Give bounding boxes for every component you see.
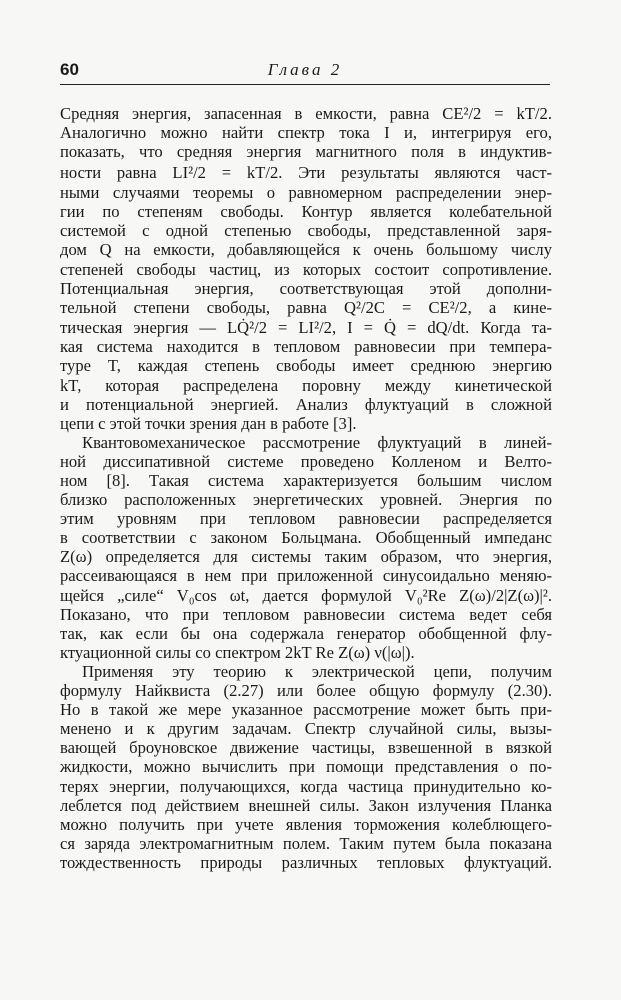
text-line: и потенциальной энергией. Анализ флуктуаций в сложной: [60, 394, 552, 414]
text-line: Z(ω) определяется для системы таким образом, что энергия,: [60, 547, 552, 567]
text-line: близко расположенных энергетических уровней. Энергия по: [60, 490, 552, 510]
text-line: ности равна LI²/2 = kT/2. Эти результаты являются част-: [60, 162, 552, 182]
text-line: Потенциальная энергия, соответствующая этой дополни-: [60, 278, 552, 298]
text-line: Применяя эту теорию к электрической цепи, получим: [82, 661, 552, 681]
text-line: ктуационной силы со спектром 2kT Re Z(ω) ν(|ω|).: [60, 642, 415, 662]
text-line: туре T, каждая степень свободы имеет среднюю энергию: [60, 356, 552, 376]
body-text: [60, 104, 552, 872]
text-line: тельной степени свободы, равна Q²/2C = CE²/2, а кине-: [60, 297, 552, 317]
text-line: тическая энергия — LQ̇²/2 = LI²/2, I = Q̇ = dQ/dt. Когда та-: [60, 318, 552, 338]
text-line: вающей броуновское движение частицы, взвешенной в вязкой: [60, 738, 552, 758]
text-line: терях энергии, получающихся, когда частица принудительно ко-: [60, 776, 552, 796]
text-line: ся заряда электромагнитным полем. Таким путем была показана: [60, 833, 552, 853]
text-line: можно получить при учете явления торможения колеблющего-: [60, 814, 552, 834]
text-line: этим уровням при тепловом равновесии распределяется: [60, 509, 552, 529]
text-line: жидкости, можно вычислить при помощи представления о по-: [60, 757, 552, 777]
text-line: Но в такой же мере указанное рассмотрение может быть при-: [60, 700, 552, 720]
text-line: Аналогично можно найти спектр тока I и, интегрируя его,: [60, 123, 552, 143]
text-line: ной диссипативной системе проведено Колленом и Велто-: [60, 451, 552, 471]
text-line: леблется под действием внешней силы. Закон излучения Планка: [60, 795, 552, 815]
text-line: рассеивающаяся в нем при приложенной синусоидально меняю-: [60, 566, 552, 586]
text-line: в соответствии с законом Больцмана. Обобщенный импеданс: [60, 528, 552, 548]
text-line: ном [8]. Такая система характеризуется большим числом: [60, 471, 552, 490]
chapter-title: Глава 2: [267, 60, 343, 79]
text-line: системой с одной степенью свободы, представленной заря-: [60, 221, 552, 241]
text-line: цепи с этой точки зрения дан в работе [3].: [60, 413, 357, 433]
page-header: [60, 60, 550, 84]
text-line: показать, что средняя энергия магнитного поля в индуктив-: [60, 142, 552, 162]
text-line: Показано, что при тепловом равновесии система ведет себя: [60, 604, 552, 624]
text-line: степеней свободы частиц, из которых состоит сопротивление.: [60, 259, 552, 279]
text-line: формулу Найквиста (2.27) или более общую формулу (2.30).: [60, 681, 552, 701]
text-line: Средняя энергия, запасенная в емкости, равна CE²/2 = kT/2.: [60, 104, 552, 123]
text-line: щейся „силе“ V₀cos ωt, дается формулой V₀²Re Z(ω)/2|Z(ω)|².: [60, 585, 552, 605]
text-line: гии по степеням свободы. Контур является колебательной: [60, 202, 552, 222]
header-rule: [60, 84, 550, 85]
text-line: Квантовомеханическое рассмотрение флуктуаций в линей-: [82, 432, 552, 452]
text-line: kT, которая распределена поровну между кинетической: [60, 375, 552, 395]
text-line: ными случаями теоремы о равномерном распределении энер-: [60, 183, 552, 203]
page-number: 60: [60, 60, 79, 79]
text-line: тождественность природы различных тепловых флуктуаций.: [60, 852, 552, 872]
text-line: дом Q на емкости, добавляющейся к очень большому числу: [60, 240, 552, 260]
text-line: так, как если бы она содержала генератор обобщенной флу-: [60, 623, 552, 643]
text-line: менено и к другим задачам. Спектр случайной силы, вызы-: [60, 719, 552, 739]
text-line: кая система находится в тепловом равновесии при темпера-: [60, 337, 552, 357]
